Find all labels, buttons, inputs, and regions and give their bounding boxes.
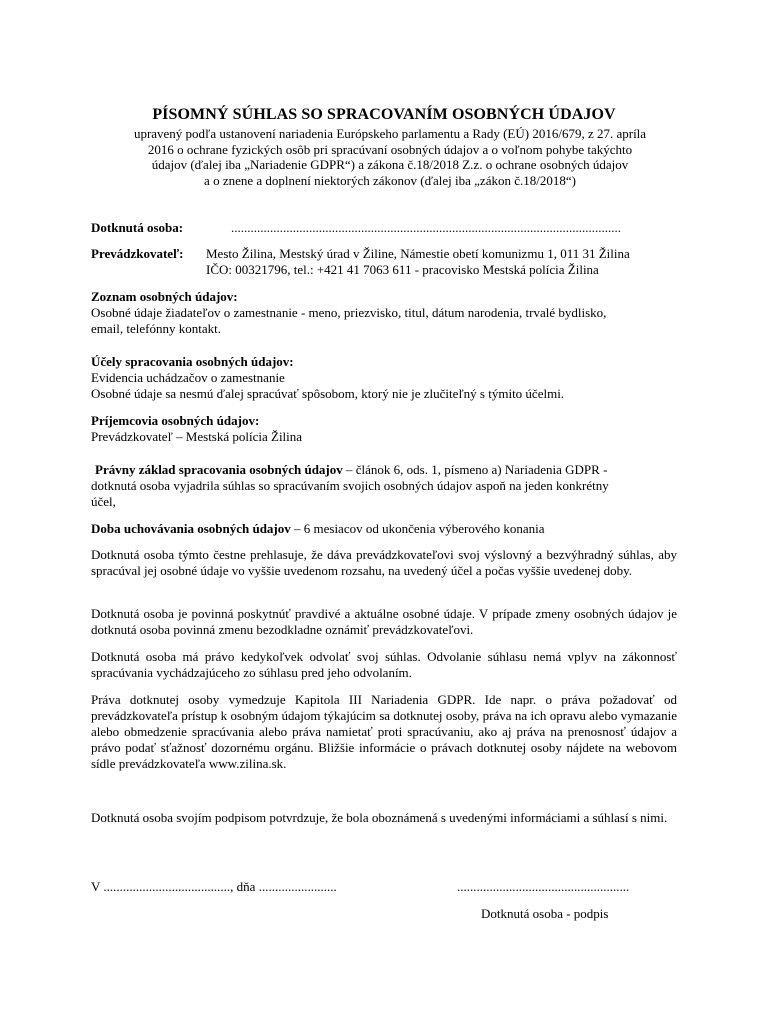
data-list-block	[91, 289, 677, 337]
recipients-line: Prevádzkovateľ – Mestská polícia Žilina	[91, 429, 303, 444]
date-label: , dňa	[230, 879, 256, 894]
controller-line: IČO: 00321796, tel.: +421 41 7063 611 - pracovisko Mestská polícia Žilina	[206, 262, 599, 277]
controller-block	[91, 246, 677, 277]
legal-basis-heading: Právny základ spracovania osobných údajov	[95, 462, 343, 477]
subtitle-line: údajov (ďalej iba „Nariadenie GDPR“) a zákona č.18/2018 Z.z. o ochrane osobných údajov	[151, 157, 629, 172]
controller-line: Mesto Žilina, Mestský úrad v Žiline, Námestie obetí komunizmu 1, 011 31 Žilina	[206, 246, 630, 261]
subtitle-line: 2016 o ochrane fyzických osôb pri spracúvaní osobných údajov a o voľnom pohybe takýchto	[147, 141, 633, 157]
retention-block	[91, 521, 677, 537]
data-subject-blank[interactable]: ........................................................................................................................	[231, 220, 621, 235]
place-date-row	[91, 879, 337, 895]
data-subject-label: Dotknutá osoba:	[91, 220, 184, 235]
subtitle-line: upravený podľa ustanovení nariadenia Európskeho parlamentu a Rady (EÚ) 2016/679, z 27. apríla	[133, 126, 647, 141]
legal-basis-line: dotknutá osoba vyjadrila súhlas so spracúvaním svojich osobných údajov aspoň na jeden konkrétny	[91, 478, 609, 493]
purposes-block	[91, 354, 677, 402]
data-list-heading: Zoznam osobných údajov:	[91, 289, 238, 304]
purposes-heading: Účely spracovania osobných údajov:	[91, 354, 294, 369]
paragraph-consent: Dotknutá osoba týmto čestne prehlasuje, že dáva prevádzkovateľovi svoj výslovný a bezvýhradný súhlas, aby spracúval jej osobné údaje vo vyššie uvedenom rozsahu, na uvedený účel a počas vyššie uvedenej doby.	[91, 547, 677, 578]
confirmation-paragraph: Dotknutá osoba svojím podpisom potvrdzuje, že bola oboznámená s uvedenými informáciami a súhlasí s nimi.	[91, 810, 668, 825]
data-list-line: Osobné údaje žiadateľov o zamestnanie - meno, priezvisko, titul, dátum narodenia, trvalé bydlisko,	[91, 305, 607, 320]
data-list-line: email, telefónny kontakt.	[91, 321, 221, 336]
legal-basis-text: – článok 6, ods. 1, písmeno a) Nariadenia GDPR -	[342, 462, 608, 477]
place-blank[interactable]: .......................................	[103, 879, 231, 894]
data-subject-row	[91, 220, 677, 236]
signature-blank[interactable]: .....................................................	[457, 879, 630, 894]
legal-basis-line: účel,	[91, 494, 116, 509]
controller-label: Prevádzkovateľ:	[91, 246, 184, 261]
paragraph-accuracy: Dotknutá osoba je povinná poskytnúť pravdivé a aktuálne osobné údaje. V prípade zmeny osobných údajov je dotknutá osoba povinná zmenu bezodkladne oznámiť prevádzkovateľovi.	[91, 606, 677, 637]
purposes-line: Evidencia uchádzačov o zamestnanie	[91, 370, 285, 385]
document-subtitle	[100, 126, 680, 188]
subtitle-line: a o znene a doplnení niektorých zákonov (ďalej iba „zákon č.18/2018“)	[204, 172, 576, 188]
retention-text: – 6 mesiacov od ukončenia výberového konania	[290, 521, 545, 536]
recipients-heading: Príjemcovia osobných údajov:	[91, 413, 260, 428]
recipients-block	[91, 413, 677, 445]
place-label: V	[91, 879, 101, 894]
legal-basis-line	[91, 462, 677, 478]
controller-details	[206, 246, 686, 278]
signature-label: Dotknutá osoba - podpis	[481, 906, 609, 921]
legal-basis-block	[91, 462, 677, 510]
paragraph-withdrawal: Dotknutá osoba má právo kedykoľvek odvolať svoj súhlas. Odvolanie súhlasu nemá vplyv na zákonnosť spracúvania vychádzajúceho zo súhlasu pred jeho odvolaním.	[91, 649, 677, 680]
date-blank[interactable]: ........................	[258, 879, 337, 894]
paragraph-rights: Práva dotknutej osoby vymedzuje Kapitola III Nariadenia GDPR. Ide napr. o práva požadovať od prevádzkovateľa prístup k osobným údajom týkajúcim sa dotknutej osoby, práva na ich opravu alebo vymazanie alebo obmedzenie spracúvania alebo práva namietať proti spracúvaniu, ako aj práva na prenosnosť údajov a právo podať sťažnosť dozornému orgánu. Bližšie informácie o právach dotknutej osoby nájdete na webovom sídle prevádzkovateľa www.zilina.sk.	[91, 692, 677, 771]
document-title: PÍSOMNÝ SÚHLAS SO SPRACOVANÍM OSOBNÝCH ÚDAJOV	[152, 106, 616, 123]
purposes-line: Osobné údaje sa nesmú ďalej spracúvať spôsobom, ktorý nie je zlučiteľný s týmito účelmi.	[91, 386, 565, 401]
retention-heading: Doba uchovávania osobných údajov	[91, 521, 291, 536]
